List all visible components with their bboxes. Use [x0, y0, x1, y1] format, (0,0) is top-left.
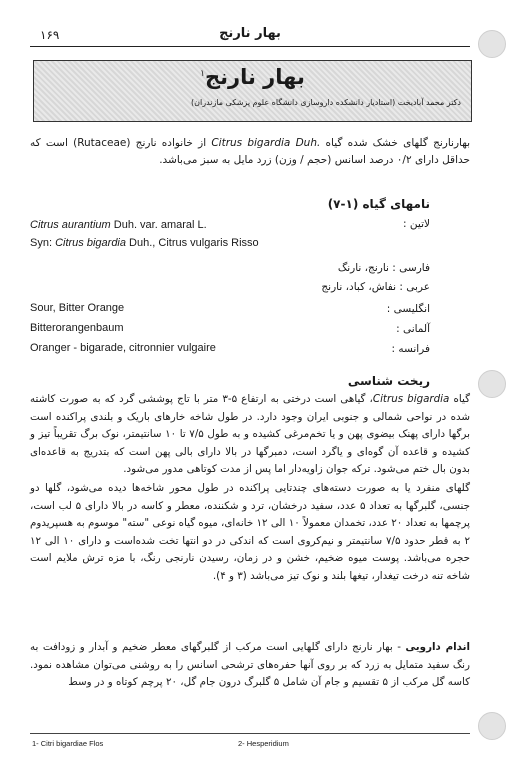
- french-label: فرانسه :: [391, 343, 430, 355]
- german-label: آلمانی :: [396, 323, 430, 335]
- binder-hole-top: [478, 30, 506, 58]
- intro-text-after: از خانواده نارنج (Rutaceae) است که حداقل دارای ۰/۲ درصد اسانس (حجم / وزن) زرد مایل به سبز می‌باشد.: [30, 137, 470, 166]
- latin-label: لاتین :: [403, 218, 430, 230]
- latin-name-line1-rest: Duh. var. amaral L.: [110, 219, 207, 231]
- french-name: Oranger - bigarade, citronnier vulgaire: [30, 342, 216, 354]
- german-name: Bitterorangenbaum: [30, 322, 124, 334]
- title-footnote-mark: ۱: [200, 69, 205, 79]
- binder-hole-middle: [478, 370, 506, 398]
- footnote-2: 2- Hesperidium: [238, 739, 289, 748]
- english-name: Sour, Bitter Orange: [30, 302, 125, 314]
- footnote-rule: [30, 733, 470, 734]
- chapter-banner: [33, 60, 472, 122]
- medicinal-part-label: اندام دارویی: [405, 641, 470, 653]
- binder-hole-bottom: [478, 712, 506, 740]
- latin-name-line1-italic: Citrus aurantium: [30, 219, 111, 231]
- arabic-names: عربی : نفاش، کباد، نارنج: [321, 281, 430, 293]
- medicinal-part-paragraph: [30, 639, 470, 692]
- medicinal-part-text: - بهار نارنج دارای گلهایی است مرکب از گلبرگهای معطر ضخیم و آبدار و زودافت به رنگ سفید متمایل به زرد که بر روی آنها حفره‌های ترشحی اسانس را به روشنی می‌توان مشاهده نمود. کاسه گل مرکب از ۵ تقسیم و جام آن شامل ۵ گلبرگ درون جام گل، ۲۰ پرچم کوتاه و در وسط: [30, 641, 470, 689]
- author-line: دکتر محمد آبادیخت (استادیار دانشکده داروسازی دانشگاه علوم پزشکی مازندران): [190, 98, 461, 107]
- latin-synonym-line: [30, 237, 259, 249]
- morphology-heading: ریخت شناسی: [347, 374, 430, 388]
- p1-after: ، گیاهی است درختی به ارتفاع ۵-۳ متر با تاج پوششی گرد که به صورت کاشته شده در نواحی شمالی و جنوبی ایران وجود دارد. در طول شاخه خارهای باریک و بلندی پراکنده است برگها دارای پهنک بیضوی پهن و یا تخم‌مرغی کشیده و به طول ۷/۵ تا ۱۰ سانتیمتر، نوک برگ تقریباً تیز و کشیده و قاعده آن گوه‌ای و یاگرد است، دمبرگها در بالا دارای بالی پهن است که بتدریج به قاعده‌ای بدون بال ختم می‌شود. ترکه جوان زاویه‌دار اما پس از مدت کوتاهی مدور می‌شود.: [30, 393, 470, 476]
- synonym-italic: Citrus bigardia: [55, 237, 126, 249]
- running-title: بهار نارنج: [219, 26, 281, 41]
- intro-paragraph: [30, 135, 470, 169]
- synonym-rest: Duh., Citrus vulgaris Risso: [126, 237, 259, 249]
- plant-names-heading: نامهای گیاه (۱-۷): [327, 197, 430, 211]
- intro-latin-name: Citrus bigardia Duh.: [211, 137, 321, 149]
- english-label: انگلیسی :: [386, 303, 430, 315]
- footnote-1: 1- Citri bigardiae Flos: [32, 739, 104, 748]
- page-header: [30, 26, 470, 47]
- morphology-paragraph-1: [30, 391, 470, 479]
- p1-before: گیاه: [449, 393, 470, 405]
- latin-name-line1: [30, 219, 207, 231]
- synonym-prefix: Syn:: [30, 237, 56, 249]
- page-number: ۱۶۹: [40, 28, 60, 42]
- morphology-paragraph-2: گلهای منفرد یا به صورت دسته‌های چندتایی پراکنده در طول محور شاخه‌ها دیده می‌شود، گلها دو جنسی، گلبرگها به تعداد ۵ عدد، سفید درخشان، ترد و شکننده، معطر و کاسه در بالا دارای ۵ لب است، پرچمها به تعداد ۲۰ عدد، تخمدان معمولاً ۱۰ الی ۱۲ خانه‌ای، میوه گیاه نوعی "سته" موسوم به هسپریدوم ۲ به قطر حدود ۷/۵ سانتیمتر و نیم‌کروی است که اندکی در دو انتها تخت شده‌است و دارای ۱۰ الی ۱۲ حجره می‌باشد. پوست میوه ضخیم، خشن و در زمان، رسیدن نارنجی رنگ، با مزه ترش ملایم است شاخه تنه درخت تیغدار، تیغها بلند و نوک تیز می‌باشد (۳ و ۴).: [30, 482, 470, 582]
- chapter-title: [34, 65, 471, 89]
- intro-text-before: بهارنارنج گلهای خشک شده گیاه: [320, 137, 470, 149]
- persian-names: فارسی : نارنج، نارنگ: [337, 262, 430, 274]
- chapter-title-text: بهار نارنج: [204, 65, 305, 89]
- p1-latin: Citrus bigardia: [372, 393, 450, 405]
